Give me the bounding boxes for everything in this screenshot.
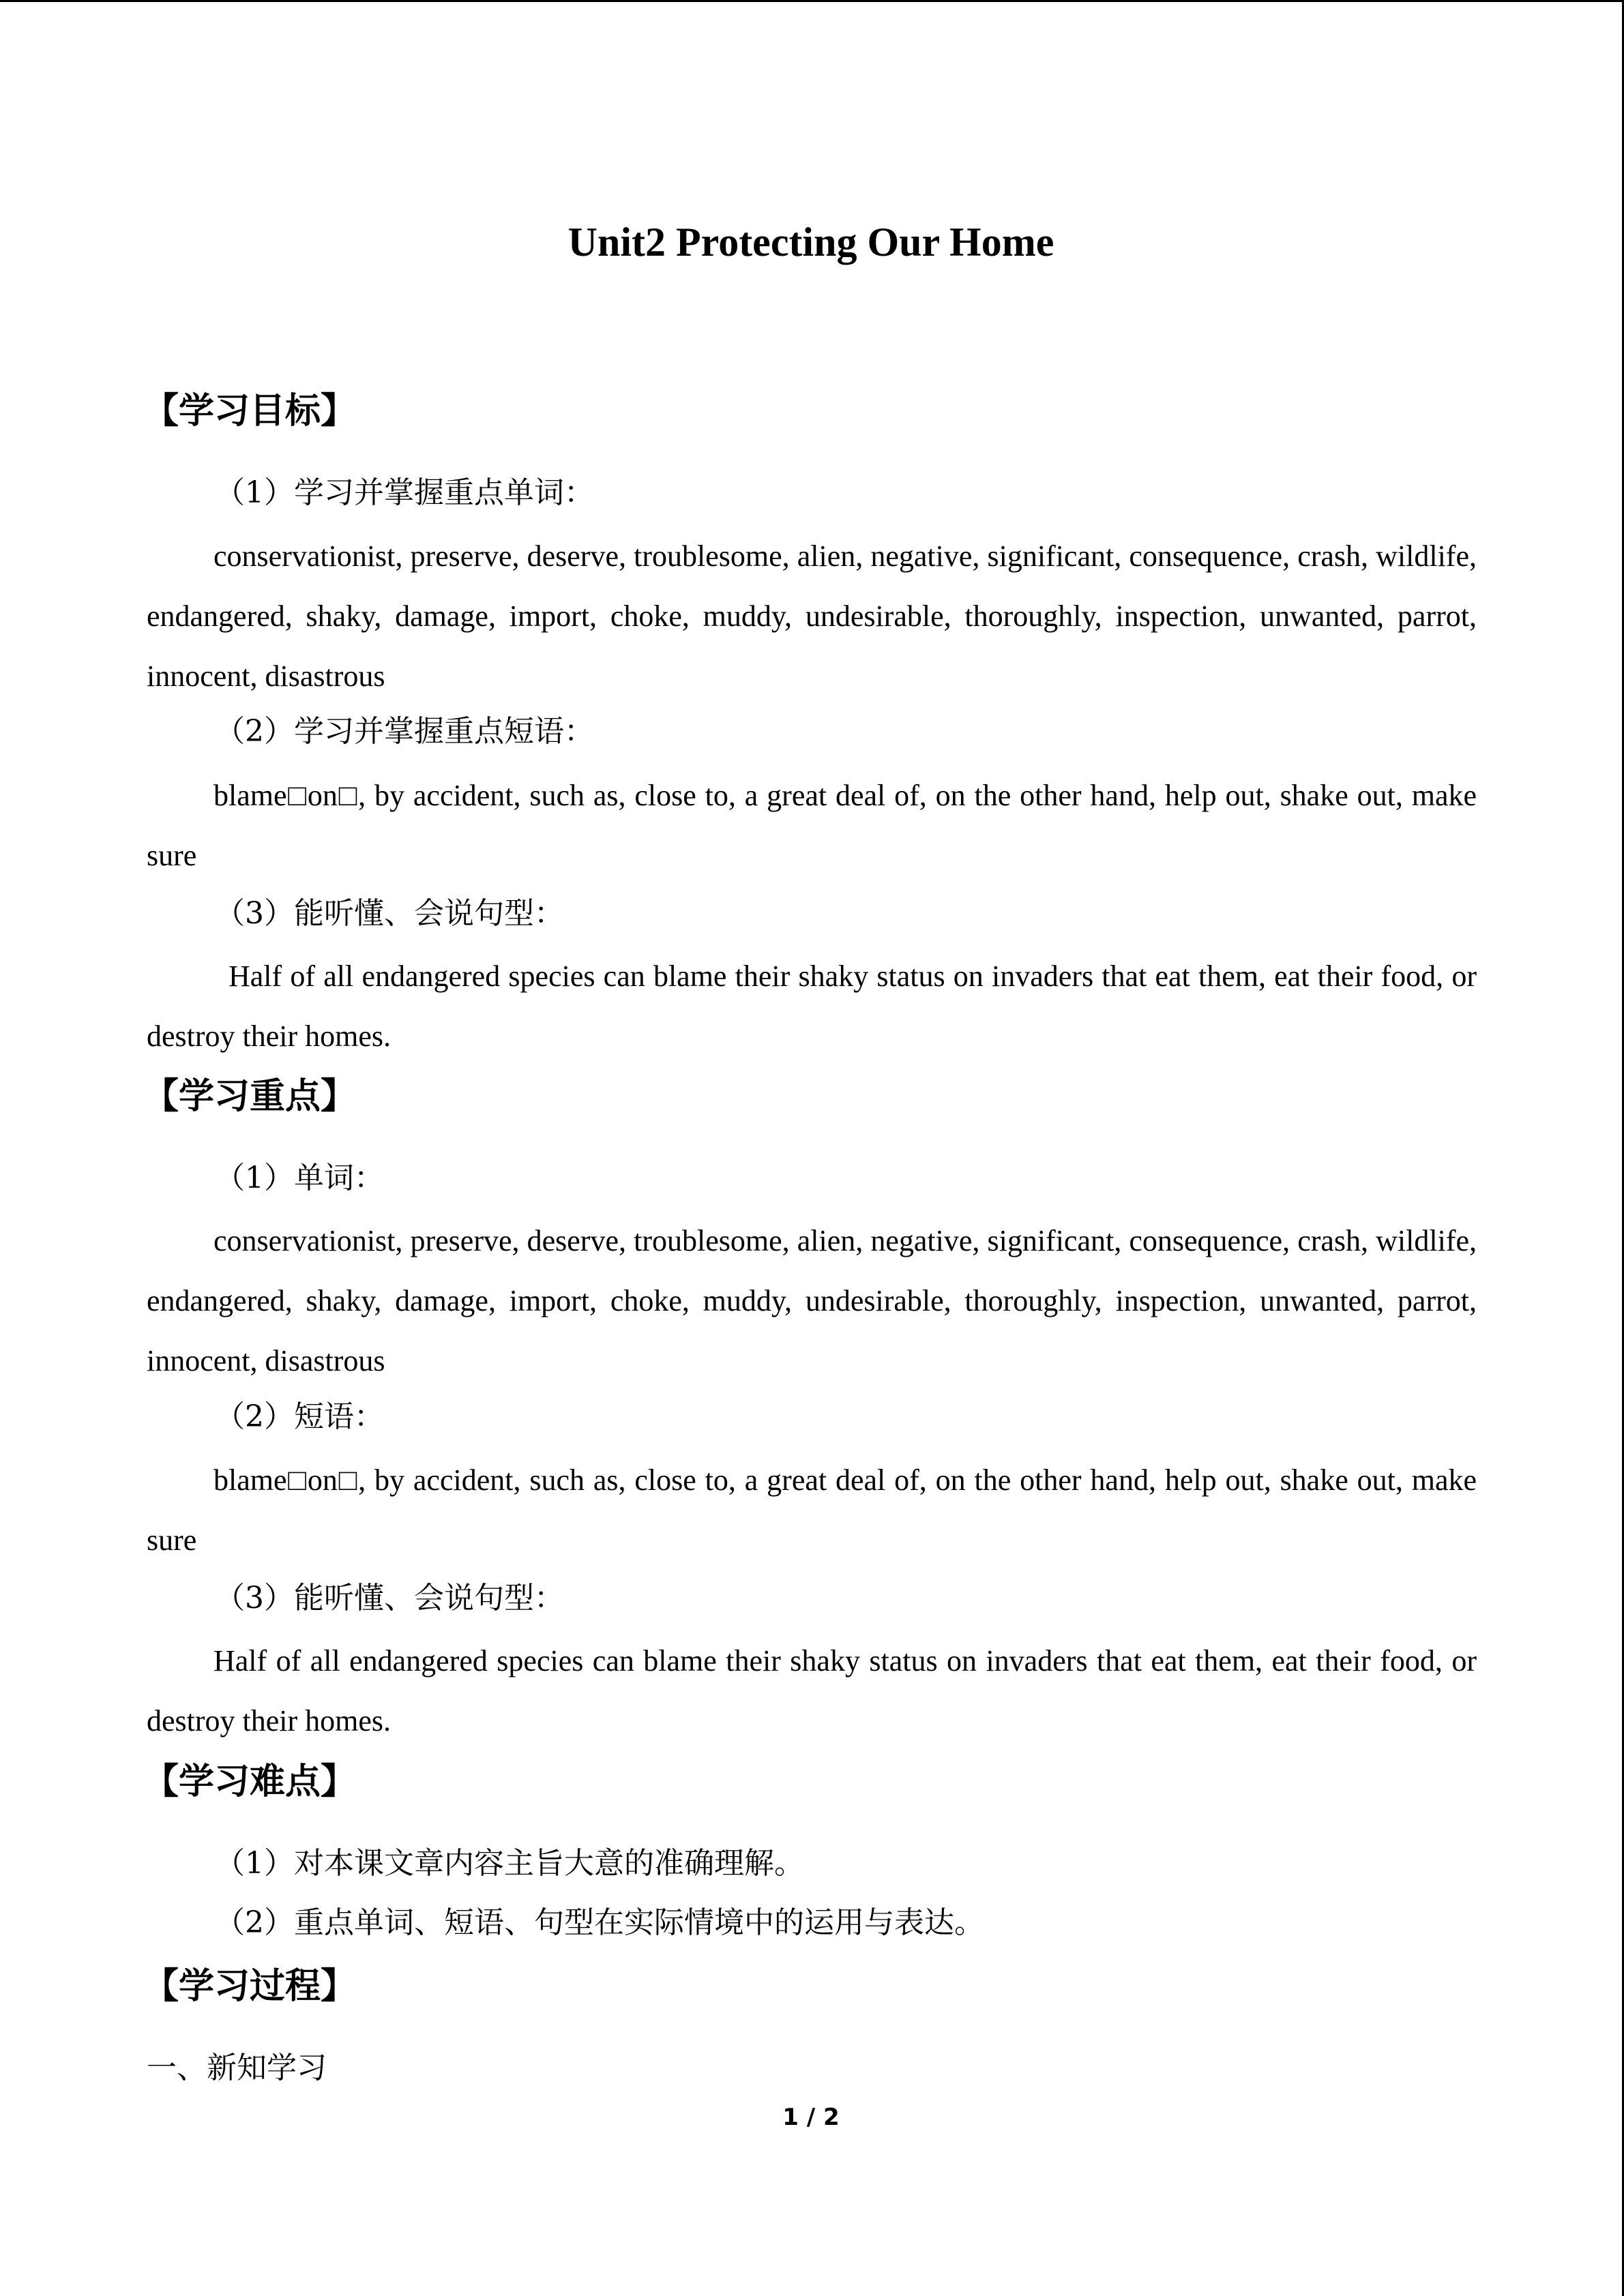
difficulties-item2: （2）重点单词、短语、句型在实际情境中的运用与表达。	[215, 1905, 984, 1940]
key-points-item3-text: Half of all endangered species can blame their shaky status on invaders that eat them, eat their food, or destroy their homes.	[147, 1644, 1477, 1738]
goals-item3-label: （3）能听懂、会说句型：	[215, 896, 564, 931]
key-points-item1-text: conservationist, preserve, deserve, troublesome, alien, negative, significant, consequence, crash, wildlife, endangered, shaky, damage, import, choke, muddy, undesirable, thoroughly, inspection, unwanted, parrot, innocent, disastrous	[147, 1224, 1477, 1377]
goals-item1-label: （1）学习并掌握重点单词：	[215, 475, 594, 510]
goals-item3-text: Half of all endangered species can blame their shaky status on invaders that eat them, eat their food, or destroy their homes.	[147, 959, 1477, 1053]
goals-item2-label: （2）学习并掌握重点短语：	[215, 714, 594, 749]
process-sub1: 一、新知学习	[147, 2051, 327, 2085]
goals-item1-text: conservationist, preserve, deserve, troublesome, alien, negative, significant, consequence, crash, wildlife, endangered, shaky, damage, import, choke, muddy, undesirable, thoroughly, inspection, unwanted, parrot, innocent, disastrous	[147, 539, 1477, 693]
document-title: Unit2 Protecting Our Home	[567, 220, 1054, 265]
heading-goals: 【学习目标】	[143, 391, 357, 432]
page-number: 1 / 2	[782, 2104, 840, 2131]
difficulties-item1: （1）对本课文章内容主旨大意的准确理解。	[215, 1846, 804, 1881]
heading-process: 【学习过程】	[143, 1966, 357, 2007]
key-points-item3-label: （3）能听懂、会说句型：	[215, 1581, 564, 1615]
heading-difficulties: 【学习难点】	[143, 1761, 357, 1802]
key-points-item2-text: blame□on□, by accident, such as, close to, a great deal of, on the other hand, help out, shake out, make sure	[147, 1463, 1477, 1557]
key-points-item2-label: （2）短语：	[215, 1399, 384, 1434]
key-points-item1-label: （1）单词：	[215, 1161, 384, 1195]
heading-key-points: 【学习重点】	[143, 1076, 357, 1117]
goals-item2-text: blame□on□, by accident, such as, close to, a great deal of, on the other hand, help out, shake out, make sure	[147, 779, 1477, 872]
